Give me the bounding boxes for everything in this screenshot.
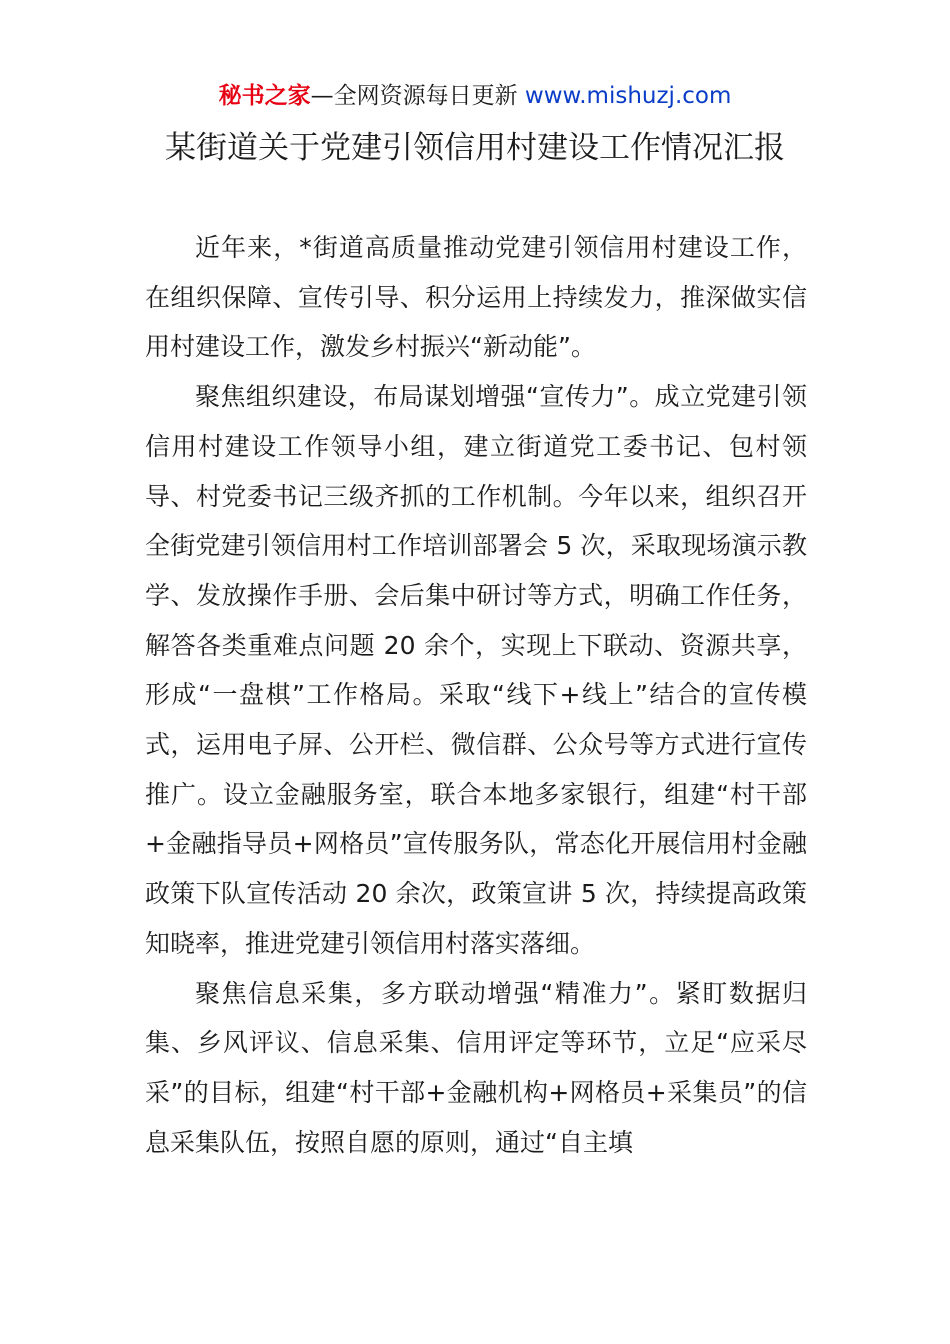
paragraph-organization: 聚焦组织建设，布局谋划增强“宣传力”。成立党建引领信用村建设工作领导小组，建立街道党工委书记、包村领导、村党委书记三级齐抓的工作机制。今年以来，组织召开全街党建引领信用村工作培训部署会 5 次，采取现场演示教学、发放操作手册、会后集中研讨等方式，明确工作任务，解答各类重难点问题 20 余个，实现上下联动、资源共享，形成“一盘棋”工作格局。采取“线下+线上”结合的宣传模式，运用电子屏、公开栏、微信群、公众号等方式进行宣传推广。设立金融服务室，联合本地多家银行，组建“村干部+金融指导员+网格员”宣传服务队，常态化开展信用村金融政策下队宣传活动 20 余次，政策宣讲 5 次，持续提高政策知晓率，推进党建引领信用村落实落细。 [145,382,807,958]
site-brand: 秘书之家 [218,83,311,109]
site-header [0,80,950,112]
document-body [145,223,807,1167]
site-tagline: —全网资源每日更新 [310,83,525,109]
document-title: 某街道关于党建引领信用村建设工作情况汇报 [165,130,785,166]
paragraph-info-collection: 聚焦信息采集，多方联动增强“精准力”。紧盯数据归集、乡风评议、信息采集、信用评定等环节，立足“应采尽采”的目标，组建“村干部+金融机构+网格员+采集员”的信息采集队伍，按照自愿的原则，通过“自主填 [145,978,807,1157]
site-url-link[interactable]: www.mishuzj.com [524,83,732,109]
paragraph-intro: 近年来，*街道高质量推动党建引领信用村建设工作，在组织保障、宣传引导、积分运用上持续发力，推深做实信用村建设工作，激发乡村振兴“新动能”。 [145,233,807,362]
